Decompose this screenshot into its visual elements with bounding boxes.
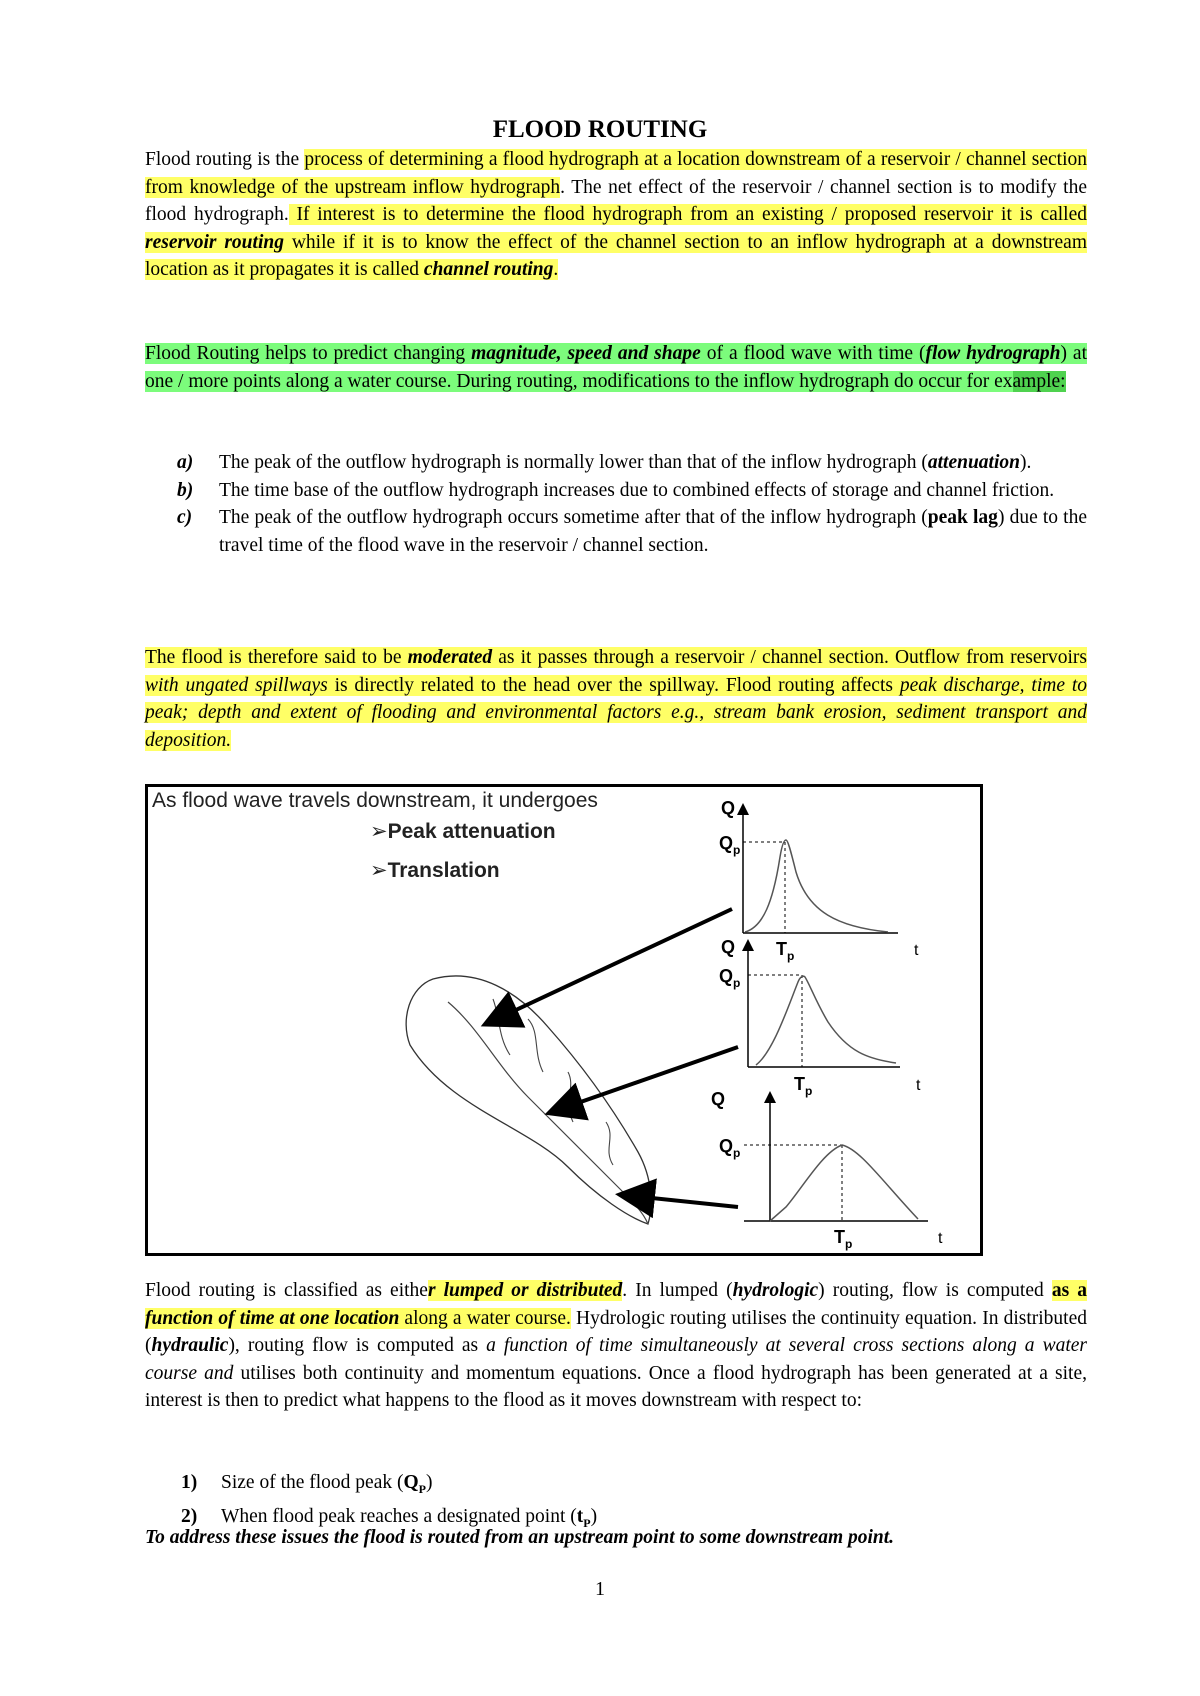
qp-label-2: $Q_p$ <box>719 966 741 990</box>
qp-label-3: $Q_p$ <box>719 1136 741 1160</box>
hydrograph-midstream <box>748 945 900 1067</box>
flood-routing-purpose-paragraph: Flood Routing helps to predict changing magnitude, speed and shape of a flood wave with time (flow hydrograph) at one / more points along a water course. During routing, modifications to the inflow hydrograph do occur for example: <box>145 343 1087 392</box>
tp-label-3: $T_p$ <box>834 1227 853 1251</box>
list-item: b) The time base of the outflow hydrograph increases due to combined effects of storage and channel friction. <box>177 479 1055 501</box>
q-axis-label-1: Q <box>721 798 736 818</box>
list-item: a) The peak of the outflow hydrograph is normally lower than that of the inflow hydrograph (attenuation). <box>177 452 1032 473</box>
hydrograph-upstream <box>743 809 898 933</box>
t-axis-label-3: t <box>938 1230 943 1247</box>
figure-bullet-translation: ➢Translation <box>370 859 500 882</box>
flood-wave-figure <box>145 784 983 1256</box>
hydrograph-downstream <box>744 1097 928 1221</box>
list-item: c) The peak of the outflow hydrograph occurs sometime after that of the inflow hydrograph (peak lag) due to the travel time of the flood wave in the reservoir / channel section. <box>177 507 1088 556</box>
closing-statement: To address these issues the flood is routed from an upstream point to some downstream point. <box>145 1527 895 1548</box>
figure-drawing <box>148 787 980 1253</box>
figure-caption: As flood wave travels downstream, it undergoes <box>152 789 598 812</box>
list-item: 2) When flood peak reaches a designated point $(t_P)$ <box>181 1506 598 1531</box>
classification-paragraph: Flood routing is classified as either lumped or distributed. In lumped (hydrologic) routing, flow is computed as a function of time at one location along a water course. Hydrologic routing utilises the continuity equation. In distributed (hydraulic), routing flow is computed as a function of time simultaneously at several cross sections along a water course and utilises both continuity and momentum equations. Once a flood hydrograph has been generated at a site, interest is then to predict what happens to the flood as it moves downstream with respect to: <box>145 1280 1087 1411</box>
modifications-list <box>145 449 1087 559</box>
q-axis-label-2: Q <box>721 937 736 957</box>
moderation-paragraph: The flood is therefore said to be moderated as it passes through a reservoir / channel section. Outflow from reservoirs with ungated spillways is directly related to the head over the spillway. Flood routing affects peak discharge, time to peak; depth and extent of flooding and environmental factors e.g., stream bank erosion, sediment transport and deposition. <box>145 647 1087 751</box>
t-axis-label-1: t <box>914 942 919 959</box>
q-axis-label-3: Q <box>711 1089 726 1109</box>
figure-bullet-peak-attenuation: ➢Peak attenuation <box>370 820 556 843</box>
catchment-outline <box>406 976 651 1224</box>
t-axis-label-2: t <box>916 1077 921 1094</box>
tp-label-2: $T_p$ <box>794 1074 813 1098</box>
arrow-upstream <box>488 909 732 1023</box>
page-number: 1 <box>595 1578 605 1600</box>
qp-label-1: $Q_p$ <box>719 833 741 857</box>
tp-label-1: $T_p$ <box>776 939 795 963</box>
intro-paragraph: Flood routing is the process of determining a flood hydrograph at a location downstream of a reservoir / channel section from knowledge of the upstream inflow hydrograph. The net effect of the reservoir / channel section is to modify the flood hydrograph. If interest is to determine the flood hydrograph from an existing / proposed reservoir it is called reservoir routing while if it is to know the effect of the channel section to an inflow hydrograph at a downstream location as it propagates it is called channel routing. <box>145 149 1088 280</box>
page-title: FLOOD ROUTING <box>492 116 708 143</box>
list-item: 1) Size of the flood peak $(Q_P)$ <box>181 1472 433 1496</box>
